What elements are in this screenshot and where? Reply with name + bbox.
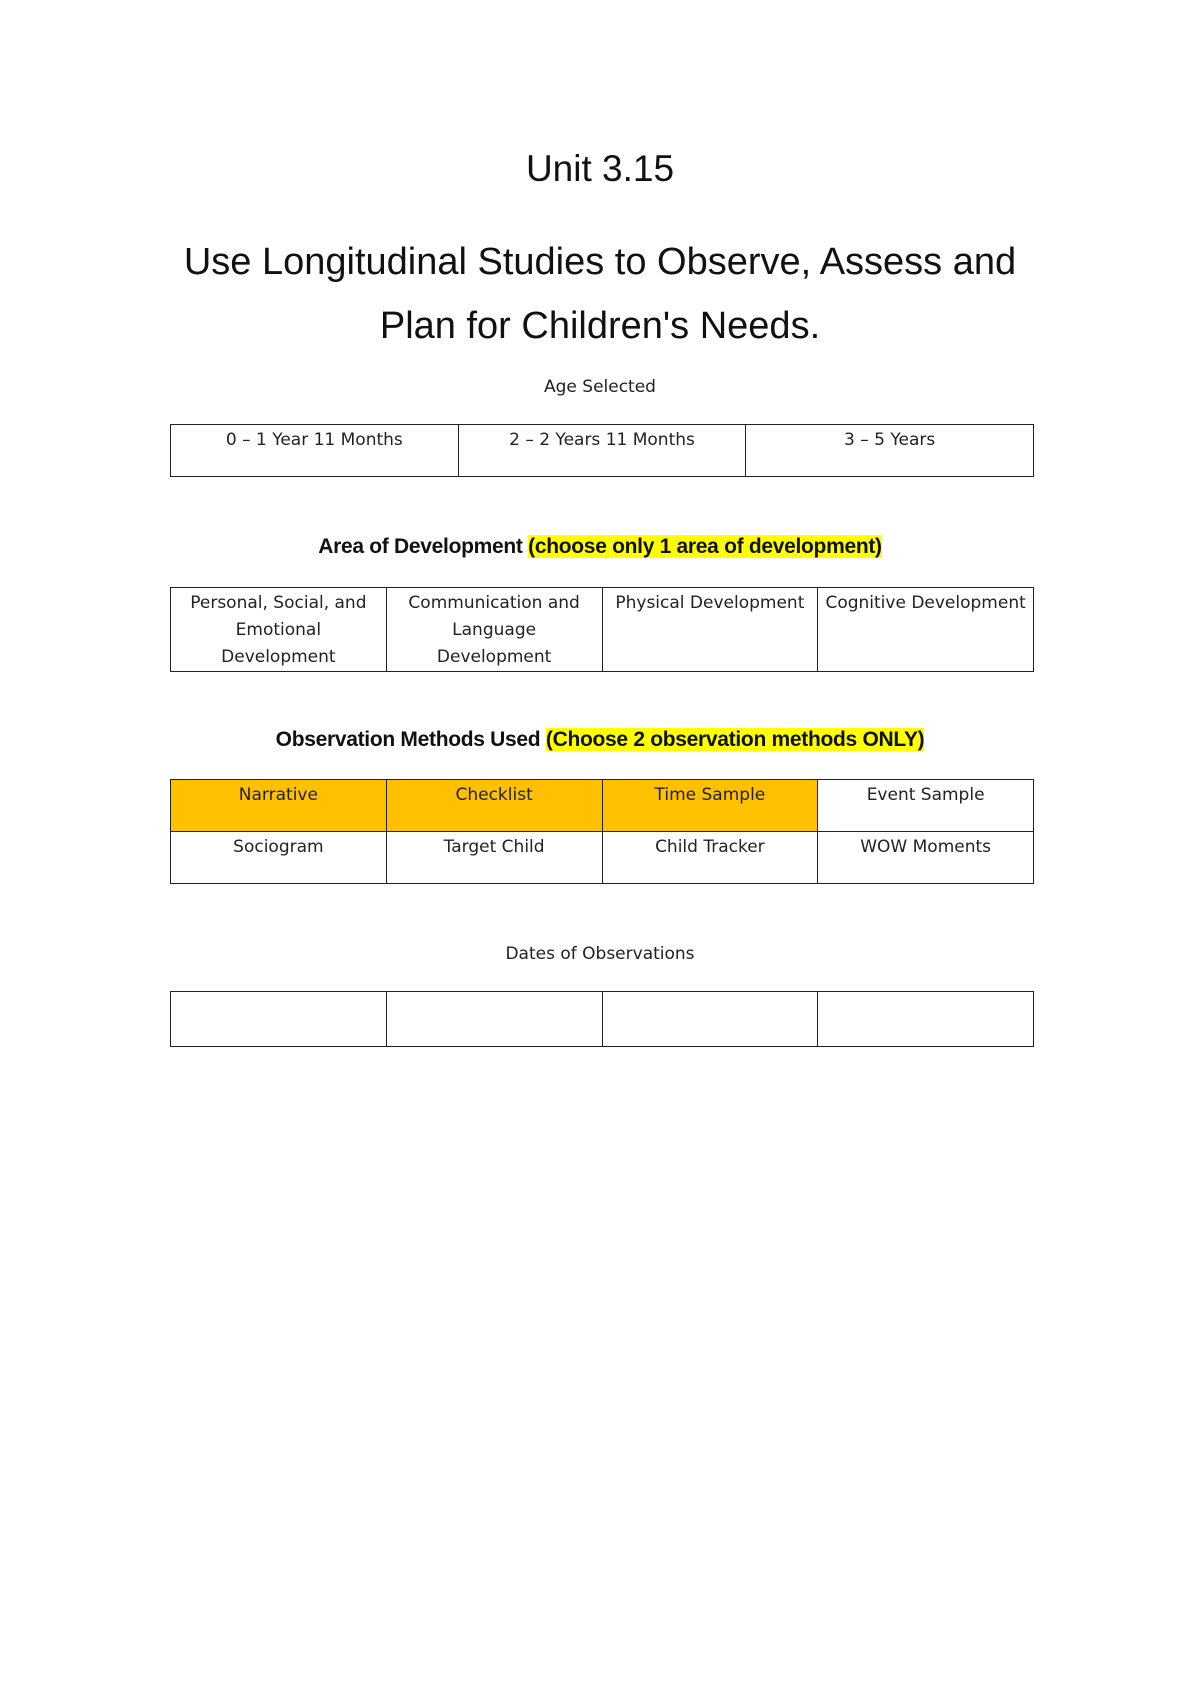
date-cell[interactable]	[602, 992, 818, 1047]
development-area[interactable]: Cognitive Development	[818, 588, 1034, 672]
age-selected-label: Age Selected	[544, 377, 656, 397]
method-child-tracker[interactable]: Child Tracker	[602, 832, 818, 884]
development-area[interactable]: Physical Development	[602, 588, 818, 672]
method-sociogram[interactable]: Sociogram	[171, 832, 387, 884]
dates-label: Dates of Observations	[505, 944, 695, 964]
development-table	[170, 587, 1034, 672]
development-heading	[0, 535, 1200, 559]
age-option[interactable]: 2 – 2 Years 11 Months	[458, 425, 746, 477]
age-option[interactable]: 3 – 5 Years	[746, 425, 1034, 477]
development-note: (choose only 1 area of development)	[528, 535, 882, 558]
development-heading-text: Area of Development	[318, 535, 523, 558]
method-checklist[interactable]: Checklist	[386, 780, 602, 832]
date-cell[interactable]	[386, 992, 602, 1047]
dates-table	[170, 991, 1034, 1047]
age-option[interactable]: 0 – 1 Year 11 Months	[171, 425, 459, 477]
age-table	[170, 424, 1034, 477]
method-time-sample[interactable]: Time Sample	[602, 780, 818, 832]
methods-note: (Choose 2 observation methods ONLY)	[545, 728, 925, 751]
method-wow-moments[interactable]: WOW Moments	[818, 832, 1034, 884]
method-target-child[interactable]: Target Child	[386, 832, 602, 884]
date-cell[interactable]	[171, 992, 387, 1047]
page-title: Use Longitudinal Studies to Observe, Assess and Plan for Children's Needs.	[183, 241, 1017, 347]
unit-title: Unit 3.15	[525, 148, 675, 189]
methods-heading-text: Observation Methods Used	[275, 728, 541, 751]
development-area[interactable]: Communication and Language Development	[386, 588, 602, 672]
methods-heading	[0, 728, 1200, 752]
development-area[interactable]: Personal, Social, and Emotional Development	[171, 588, 387, 672]
methods-table	[170, 779, 1034, 884]
date-cell[interactable]	[818, 992, 1034, 1047]
method-event-sample[interactable]: Event Sample	[818, 780, 1034, 832]
method-narrative[interactable]: Narrative	[171, 780, 387, 832]
